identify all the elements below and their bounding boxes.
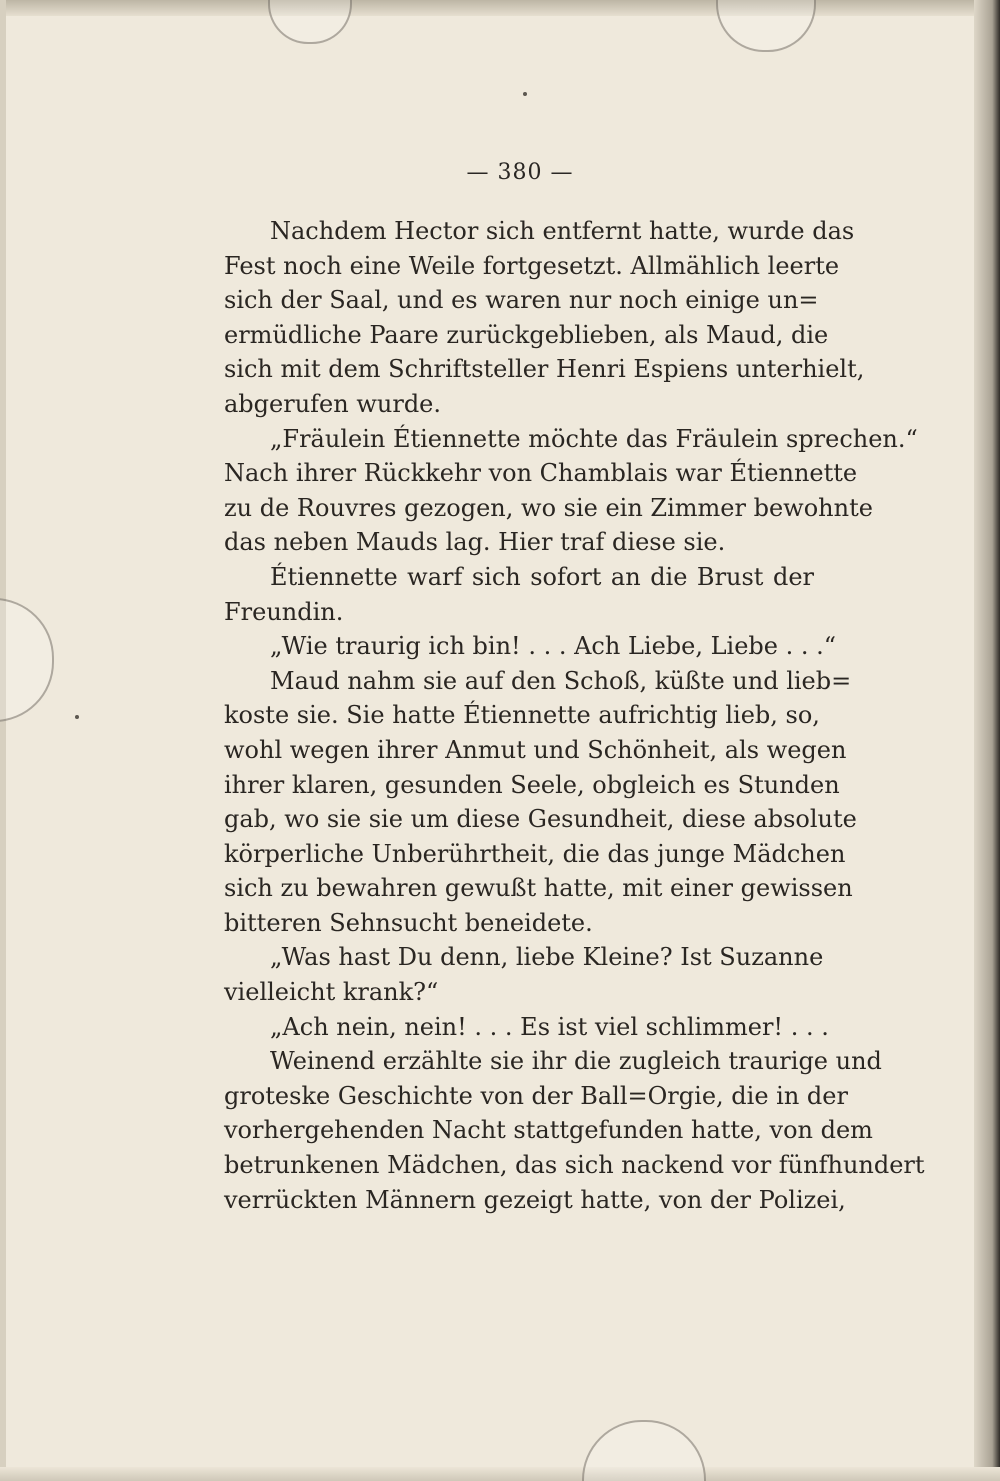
scan-edge-left [0,0,6,1481]
text-line: Étiennette warf sich sofort an die Brust der [270,562,814,591]
text-line: Freundin. [224,597,344,626]
text-line: ermüdliche Paare zurückgeblieben, als Maud, die [224,320,829,349]
text-line: „Ach nein, nein! . . . Es ist viel schlimmer! . . . [270,1012,829,1041]
text-line: „Wie traurig ich bin! . . . Ach Liebe, Liebe . . .“ [270,632,837,661]
text-line: groteske Geschichte von der Ball=Orgie, die in der [224,1081,848,1110]
text-line: vielleicht krank?“ [224,978,439,1007]
text-line: „Fräulein Étiennette möchte das Fräulein sprechen.“ [270,424,918,453]
text-line: bitteren Sehnsucht beneidete. [224,908,593,937]
text-line: „Was hast Du denn, liebe Kleine? Ist Suzanne [270,943,824,972]
text-line: zu de Rouvres gezogen, wo sie ein Zimmer bewohnte [224,493,873,522]
photo-corner-bottom [582,1420,706,1481]
speck [75,715,79,719]
text-line: vorhergehenden Nacht stattgefunden hatte, von dem [224,1116,873,1145]
text-line: wohl wegen ihrer Anmut und Schönheit, als wegen [224,735,847,764]
text-line: abgerufen wurde. [224,389,442,418]
text-line: sich der Saal, und es waren nur noch einige un= [224,286,819,315]
scan-edge-right [974,0,1000,1481]
speck [523,92,527,96]
scan-edge-bottom [0,1467,1000,1481]
scan-edge-top [0,0,1000,16]
text-line: ihrer klaren, gesunden Seele, obgleich es Stunden [224,770,840,799]
page-number: — 380 — [466,160,574,185]
text-line: Maud nahm sie auf den Schoß, küßte und lieb= [270,666,852,695]
text-line: das neben Mauds lag. Hier traf diese sie. [224,528,726,557]
text-line: koste sie. Sie hatte Étiennette aufrichtig lieb, so, [224,701,820,730]
text-line: betrunkenen Mädchen, das sich nackend vor fünfhundert [224,1151,925,1180]
photo-corner-top-left [268,0,352,44]
text-line: Weinend erzählte sie ihr die zugleich traurige und [270,1047,882,1076]
photo-corner-left [0,598,54,722]
photo-corner-top-right [716,0,816,52]
text-line: körperliche Unberührtheit, die das junge Mädchen [224,839,846,868]
text-line: verrückten Männern gezeigt hatte, von der Polizei, [224,1185,846,1214]
text-line: gab, wo sie sie um diese Gesundheit, diese absolute [224,805,857,834]
body-text [224,214,925,1217]
text-line: Nach ihrer Rückkehr von Chamblais war Étiennette [224,459,858,488]
text-line: sich zu bewahren gewußt hatte, mit einer gewissen [224,874,853,903]
text-line: Fest noch eine Weile fortgesetzt. Allmählich leerte [224,251,840,280]
text-line: sich mit dem Schriftsteller Henri Espiens unterhielt, [224,355,865,384]
text-line: Nachdem Hector sich entfernt hatte, wurde das [270,217,855,245]
